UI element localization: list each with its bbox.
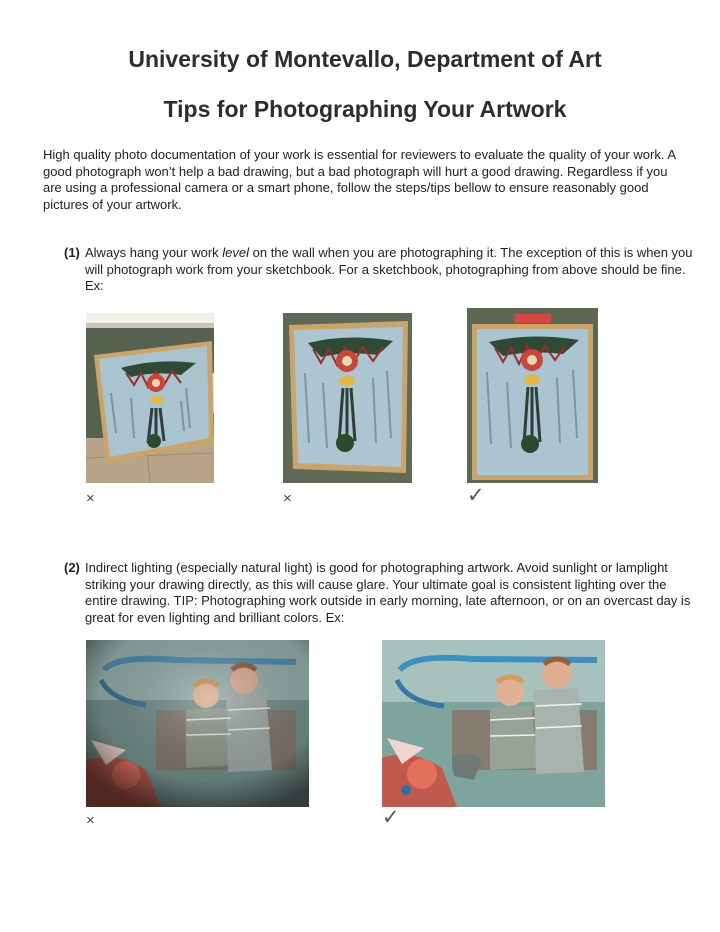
example-photo-angled xyxy=(283,313,412,483)
good-example-mark: ✓ xyxy=(467,484,485,507)
intro-paragraph: High quality photo documentation of your work is essential for reviewers to evaluate the quality of your work. A good photograph won’t help a bad drawing, but a bad photograph will hurt a good drawing. Regardless if you are using a professional camera or a smart phone, follow the steps/tips bellow to ensure reasonably good pictures of your artwork. xyxy=(43,147,676,212)
bad-example-mark: × xyxy=(86,490,95,507)
document-subtitle: Tips for Photographing Your Artwork xyxy=(163,96,567,122)
tip-2-number: (2) xyxy=(64,560,80,575)
example-photo-glare xyxy=(86,640,309,807)
tip-1-text-start: Always hang your work xyxy=(85,245,223,260)
tip-1-emphasis: level xyxy=(222,245,250,260)
bad-example-mark: × xyxy=(86,812,95,829)
example-photo-level xyxy=(467,308,598,483)
tip-1-text xyxy=(85,245,694,295)
tip-2-text: Indirect lighting (especially natural light) is good for photographing artwork. Avoid sunlight or lamplight striking your drawing directly, as this will cause glare. Your ultimate goal is consistent lighting over the entire drawing. TIP: Photographing work outside in early morning, late afternoon, or on an overcast day is great for even lighting and brilliant colors. Ex: xyxy=(85,560,691,625)
good-example-mark: ✓ xyxy=(382,806,400,829)
tip-1 xyxy=(64,245,694,295)
tip-1-number: (1) xyxy=(64,245,80,260)
example-photo-tilted xyxy=(86,313,214,483)
document-title: University of Montevallo, Department of Art xyxy=(128,46,602,72)
bad-example-mark: × xyxy=(283,490,292,507)
example-photo-even-light xyxy=(382,640,605,807)
tip-2 xyxy=(64,560,694,626)
tip-1-text-end: on the wall when you are photographing it. The exception of this is when you will photograph work from your sketchbook. For a sketchbook, photographing from above should be fine. Ex: xyxy=(85,245,693,293)
